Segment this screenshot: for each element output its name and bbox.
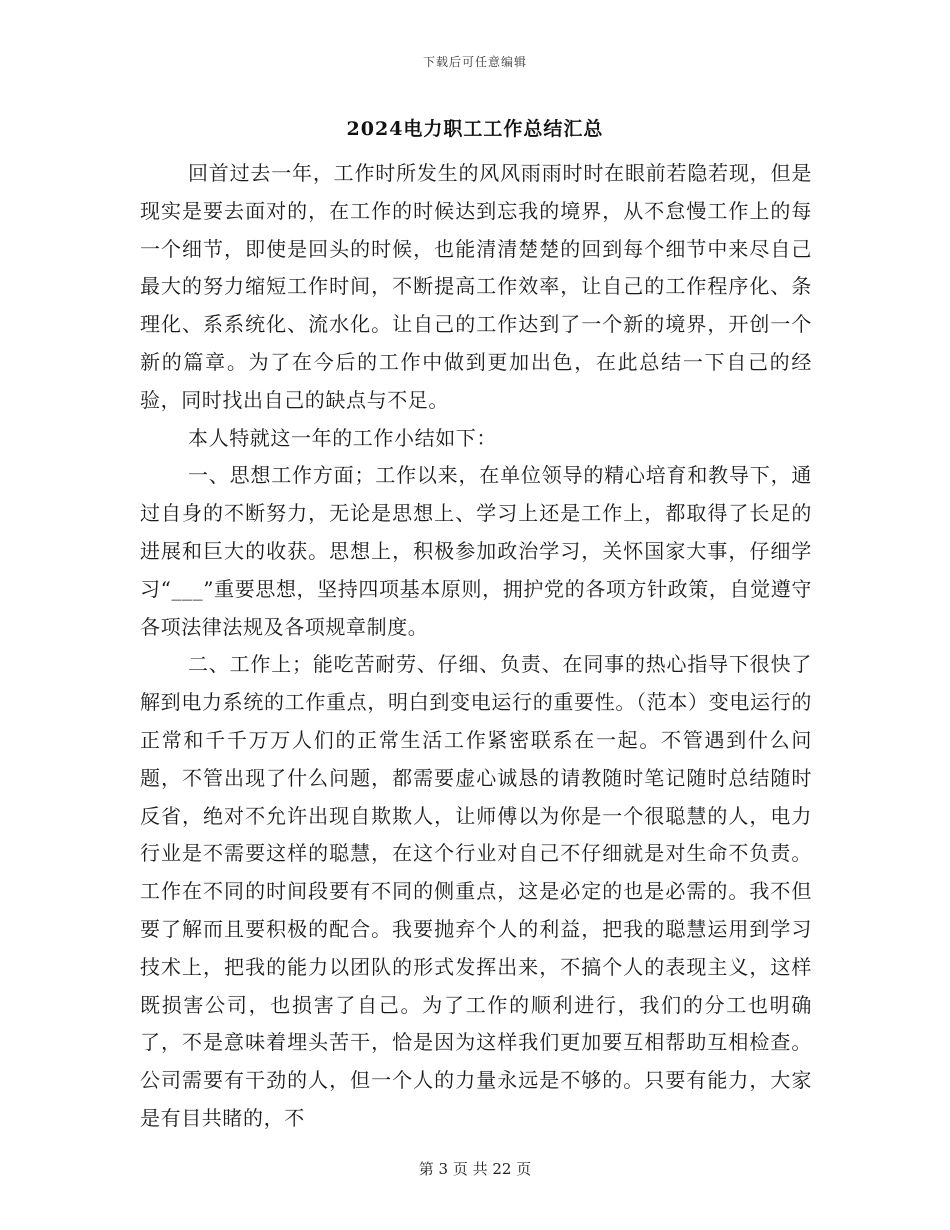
document-body <box>140 155 812 1138</box>
paragraph-work: 二、工作上；能吃苦耐劳、仔细、负责、在同事的热心指导下很快了解到电力系统的工作重点，明白到变电运行的重要性。（范本）变电运行的正常和千千万万人们的正常生活工作紧密联系在一起。不管遇到什么问题，不管出现了什么问题，都需要虚心诚恳的请教随时笔记随时总结随时反省，绝对不允许出现自欺欺人，让师傅以为你是一个很聪慧的人，电力行业是不需要这样的聪慧，在这个行业对自己不仔细就是对生命不负责。工作在不同的时间段要有不同的侧重点，这是必定的也是必需的。我不但要了解而且要积极的配合。我要抛弃个人的利益，把我的聪慧运用到学习技术上，把我的能力以团队的形式发挥出来，不搞个人的表现主义，这样既损害公司，也损害了自己。为了工作的顺利进行，我们的分工也明确了，不是意味着埋头苦干，恰是因为这样我们更加要互相帮助互相检查。公司需要有干劲的人，但一个人的力量永远是不够的。只要有能力，大家是有目共睹的，不 <box>140 652 812 1130</box>
document-title: 2024电力职工工作总结汇总 <box>346 118 604 140</box>
paragraph-intro: 回首过去一年，工作时所发生的风风雨雨时时在眼前若隐若现，但是现实是要去面对的，在工作的时候达到忘我的境界，从不怠慢工作上的每一个细节，即使是回头的时候，也能清清楚楚的回到每个细节中来尽自己最大的努力缩短工作时间，不断提高工作效率，让自己的工作程序化、条理化、系系统化、流水化。让自己的工作达到了一个新的境界，开创一个新的篇章。为了在今后的工作中做到更加出色，在此总结一下自己的经验，同时找出自己的缺点与不足。 <box>140 161 812 412</box>
header-note: 下载后可任意编辑 <box>422 55 527 69</box>
paragraph-summary-lead: 本人特就这一年的工作小结如下： <box>188 425 497 450</box>
page-number: 第 3 页 共 22 页 <box>418 1160 532 1178</box>
paragraph-ideology: 一、思想工作方面；工作以来，在单位领导的精心培育和教导下，通过自身的不断努力，无论是思想上、学习上还是工作上，都取得了长足的进展和巨大的收获。思想上，积极参加政治学习，关怀国家大事，仔细学习“___”重要思想，坚持四项基本原则，拥护党的各项方针政策，自觉遵守各项法律法规及各项规章制度。 <box>140 463 812 639</box>
